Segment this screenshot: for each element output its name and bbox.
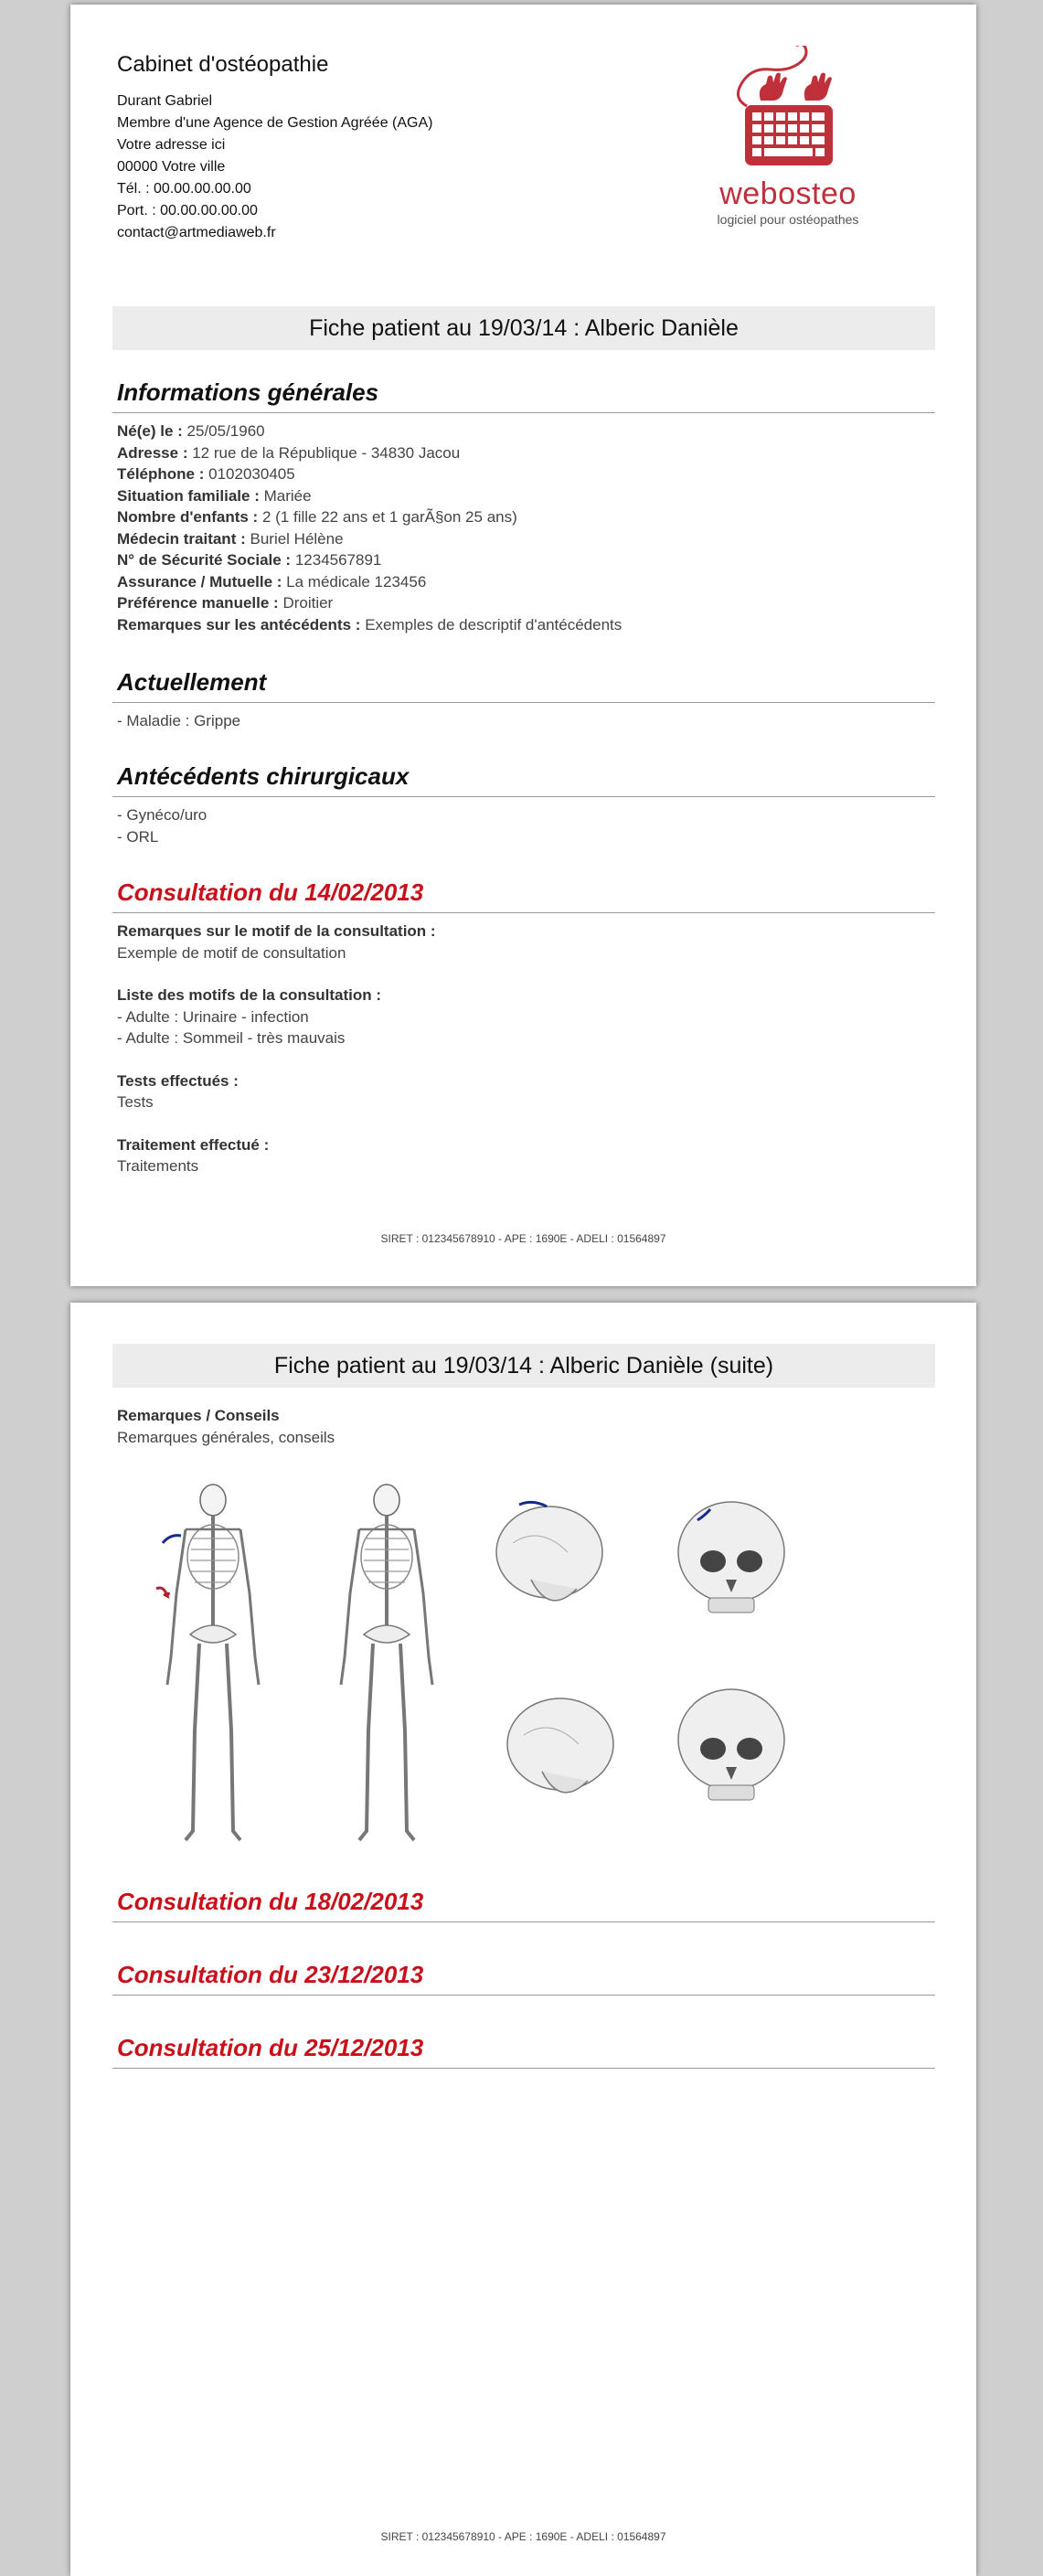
document-page-2 [70, 1303, 976, 2576]
remarks-label: Remarques / Conseils [117, 1407, 280, 1424]
page-footer: SIRET : 012345678910 - APE : 1690E - ADELI : 01564897 [380, 2530, 666, 2543]
consultation-title: Consultation du 23/12/2013 [112, 1961, 935, 1996]
surgical-item: - ORL [117, 827, 159, 846]
consultation-section-3 [112, 1961, 935, 1996]
birth-date-row: Né(e) le : 25/05/1960 [117, 422, 265, 440]
handedness-row: Préférence manuelle : Droitier [117, 594, 334, 612]
motif-list-label: Liste des motifs de la consultation : [117, 986, 382, 1004]
treatment-value: Traitements [117, 1157, 199, 1175]
document-page-1 [70, 5, 976, 1286]
family-status-row: Situation familiale : Mariée [117, 486, 312, 505]
doctor-row: Médecin traitant : Buriel Hélène [117, 529, 344, 548]
aga-membership: Membre d'une Agence de Gestion Agréée (AGA) [117, 115, 433, 131]
surgical-history-title: Antécédents chirurgicaux [112, 762, 935, 797]
email-line: contact@artmediaweb.fr [117, 225, 276, 240]
practice-name: Cabinet d'ostéopathie [117, 52, 329, 77]
city-line: 00000 Votre ville [117, 159, 226, 175]
consultation-section [112, 878, 935, 1177]
webosteo-logo [710, 46, 866, 229]
motif-value: Exemple de motif de consultation [117, 943, 346, 962]
general-info-list [112, 413, 935, 635]
address-line: Votre adresse ici [117, 137, 226, 153]
remarks-value: Remarques générales, conseils [117, 1428, 335, 1446]
tests-value: Tests [117, 1093, 154, 1111]
keyboard-hands-icon [710, 46, 866, 178]
motif-list-item: - Adulte : Sommeil - très mauvais [117, 1029, 346, 1047]
consultation-title: Consultation du 18/02/2013 [112, 1888, 935, 1922]
practitioner-name: Durant Gabriel [117, 93, 213, 109]
logo-tagline: logiciel pour ostéopathes [717, 212, 859, 227]
social-security-row: N° de Sécurité Sociale : 1234567891 [117, 551, 382, 569]
current-title: Actuellement [112, 668, 935, 703]
motif-label: Remarques sur le motif de la consultation : [117, 922, 436, 940]
address-row: Adresse : 12 rue de la République - 34830 Jacou [117, 443, 461, 462]
logo-wordmark: webosteo [719, 176, 857, 211]
phone-row: Téléphone : 0102030405 [117, 465, 295, 483]
mobile-line: Port. : 00.00.00.00.00 [117, 203, 258, 218]
surgical-item: - Gynéco/uro [117, 806, 208, 824]
remarks-section [112, 1405, 935, 1448]
consultation-title: Consultation du 14/02/2013 [112, 878, 935, 913]
patient-sheet-title: Fiche patient au 19/03/14 : Alberic Danièle [112, 306, 935, 350]
page-footer: SIRET : 012345678910 - APE : 1690E - ADELI : 01564897 [380, 1232, 666, 1245]
general-info-section [112, 378, 935, 635]
patient-sheet-title-continued: Fiche patient au 19/03/14 : Alberic Danièle (suite) [112, 1344, 935, 1388]
tests-label: Tests effectués : [117, 1071, 239, 1090]
history-remarks-row: Remarques sur les antécédents : Exemples de descriptif d'antécédents [117, 615, 623, 633]
general-info-title: Informations générales [112, 378, 935, 413]
current-section [112, 668, 935, 732]
current-item: - Maladie : Grippe [117, 712, 241, 729]
surgical-history-section [112, 762, 935, 847]
insurance-row: Assurance / Mutuelle : La médicale 123456 [117, 572, 427, 591]
practice-header [117, 52, 432, 244]
phone-line: Tél. : 00.00.00.00.00 [117, 181, 251, 197]
consultation-section-2 [112, 1888, 935, 1922]
treatment-label: Traitement effectué : [117, 1135, 270, 1154]
motif-list-item: - Adulte : Urinaire - infection [117, 1007, 309, 1026]
consultation-section-4 [112, 2034, 935, 2069]
anatomy-diagrams [131, 1479, 789, 1863]
children-row: Nombre d'enfants : 2 (1 fille 22 ans et 1 garÃ§on 25 ans) [117, 508, 517, 526]
consultation-title: Consultation du 25/12/2013 [112, 2034, 935, 2069]
